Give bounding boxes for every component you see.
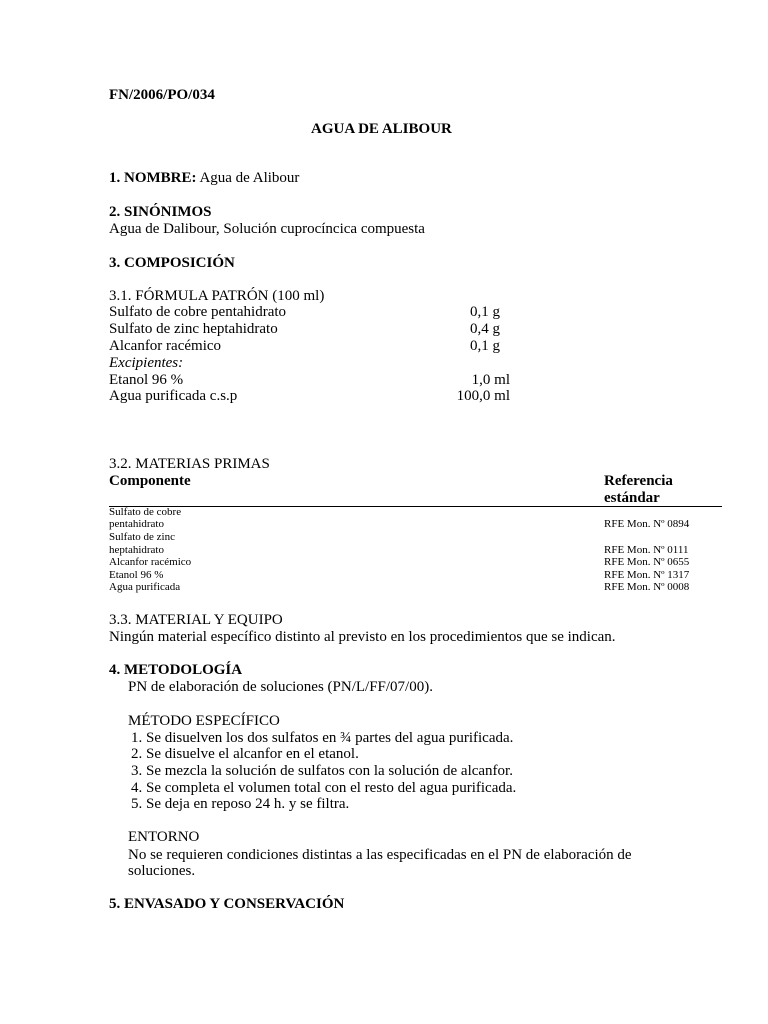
- formula-ingredient-name: Alcanfor racémico: [109, 338, 222, 354]
- column-header-componente: Componente: [109, 473, 191, 489]
- method-step: 3. Se mezcla la solución de sulfatos con la solución de alcanfor.: [131, 763, 513, 779]
- materia-prima-ref: RFE Mon. Nº 0894: [604, 518, 690, 530]
- excipient-name: Agua purificada c.s.p: [109, 388, 238, 404]
- materia-prima-ref: RFE Mon. Nº 0111: [604, 544, 689, 556]
- materia-prima-ref: RFE Mon. Nº 0655: [604, 556, 690, 568]
- metodo-especifico-heading: MÉTODO ESPECÍFICO: [128, 713, 280, 729]
- materia-prima-name: Etanol 96 %: [109, 569, 164, 581]
- formula-heading: 3.1. FÓRMULA PATRÓN (100 ml): [109, 288, 325, 304]
- section-composicion-heading: 3. COMPOSICIÓN: [109, 255, 235, 271]
- section-nombre-text: Agua de Alibour: [199, 170, 300, 186]
- entorno-heading: ENTORNO: [128, 829, 200, 845]
- method-step: 1. Se disuelven los dos sulfatos en ¾ partes del agua purificada.: [131, 730, 514, 746]
- document-code: FN/2006/PO/034: [109, 87, 215, 103]
- materia-prima-name-cont: heptahidrato: [109, 544, 164, 556]
- excipients-label: Excipientes:: [109, 355, 184, 371]
- document-title: AGUA DE ALIBOUR: [311, 121, 452, 137]
- section-metodologia-heading: 4. METODOLOGÍA: [109, 662, 243, 678]
- excipient-qty: 1,0 ml: [471, 372, 510, 388]
- formula-ingredient-name: Sulfato de zinc heptahidrato: [109, 321, 278, 337]
- section-nombre: [109, 170, 299, 187]
- materias-primas-heading: 3.2. MATERIAS PRIMAS: [109, 456, 270, 472]
- column-header-referencia: Referencia: [604, 473, 673, 489]
- materia-prima-name-cont: pentahidrato: [109, 518, 164, 530]
- formula-ingredient-qty: 0,4 g: [470, 321, 500, 337]
- materia-prima-name: Sulfato de cobre: [109, 506, 182, 518]
- excipient-name: Etanol 96 %: [109, 372, 184, 388]
- materia-prima-name: Agua purificada: [109, 581, 181, 593]
- entorno-text-line: soluciones.: [128, 863, 196, 879]
- metodologia-intro: PN de elaboración de soluciones (PN/L/FF/07/00).: [128, 679, 433, 695]
- section-sinonimos-text: Agua de Dalibour, Solución cuprocíncica compuesta: [109, 221, 425, 237]
- excipient-qty: 100,0 ml: [456, 388, 510, 404]
- materia-prima-ref: RFE Mon. Nº 1317: [604, 569, 690, 581]
- method-step: 4. Se completa el volumen total con el resto del agua purificada.: [131, 780, 517, 796]
- formula-ingredient-name: Sulfato de cobre pentahidrato: [109, 304, 287, 320]
- materia-prima-name: Sulfato de zinc: [109, 531, 175, 543]
- entorno-text-line: No se requieren condiciones distintas a las especificadas en el PN de elaboración de: [128, 847, 632, 863]
- material-equipo-text: Ningún material específico distinto al previsto en los procedimientos que se indican.: [109, 629, 616, 645]
- column-header-estandar: estándar: [604, 490, 660, 506]
- section-envasado-heading: 5. ENVASADO Y CONSERVACIÓN: [109, 896, 345, 912]
- material-equipo-heading: 3.3. MATERIAL Y EQUIPO: [109, 612, 283, 628]
- formula-ingredient-qty: 0,1 g: [470, 304, 500, 320]
- section-sinonimos-heading: 2. SINÓNIMOS: [109, 204, 212, 220]
- materia-prima-ref: RFE Mon. Nº 0008: [604, 581, 690, 593]
- table-header-rule: [109, 506, 722, 507]
- materia-prima-name: Alcanfor racémico: [109, 556, 192, 568]
- formula-ingredient-qty: 0,1 g: [470, 338, 500, 354]
- method-step: 2. Se disuelve el alcanfor en el etanol.: [131, 746, 359, 762]
- method-step: 5. Se deja en reposo 24 h. y se filtra.: [131, 796, 350, 812]
- section-nombre-heading: 1. NOMBRE:: [109, 170, 197, 186]
